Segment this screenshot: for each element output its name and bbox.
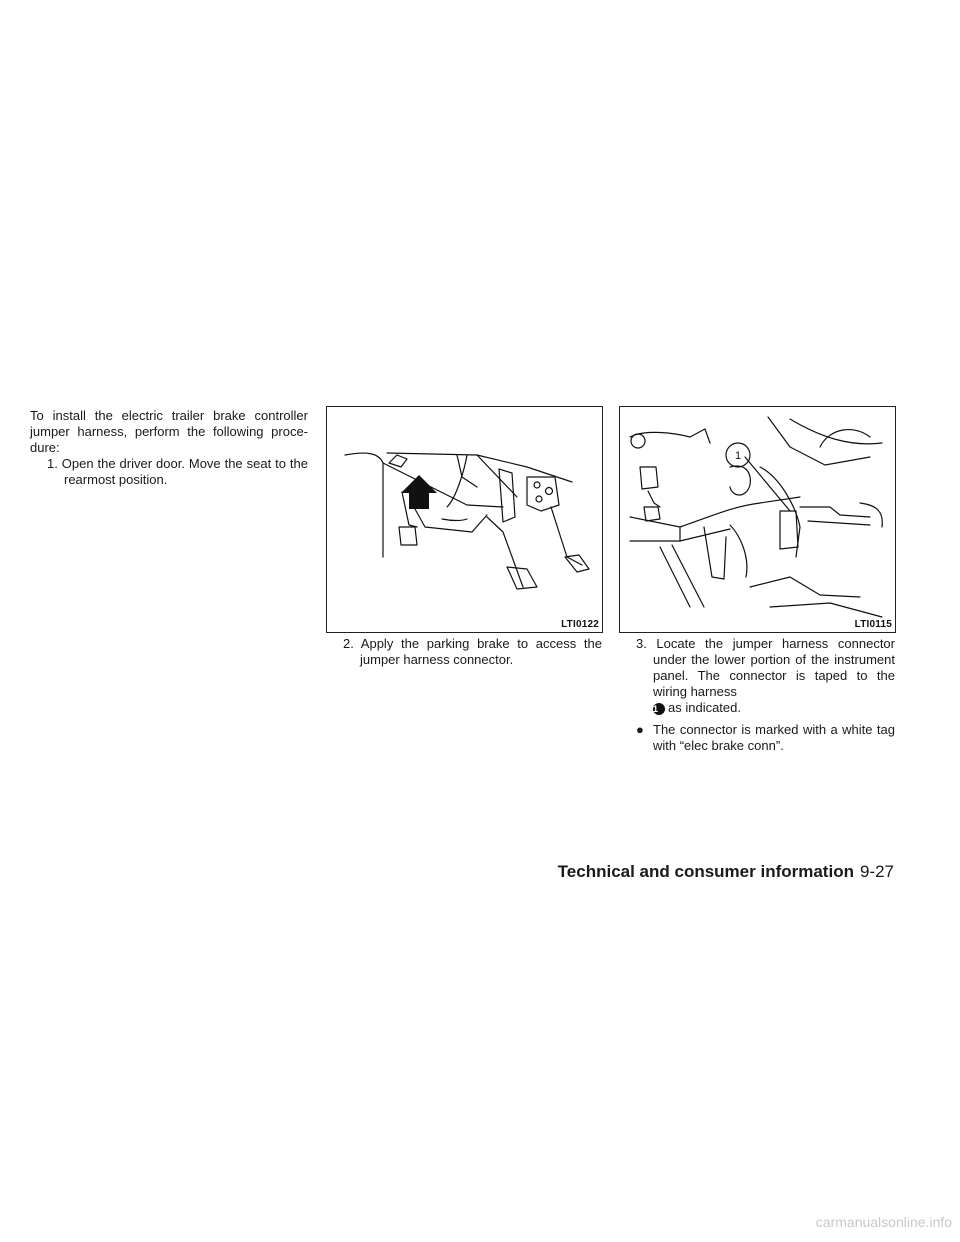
page-number: 9-27 bbox=[859, 862, 894, 881]
figure-code: LTI0115 bbox=[854, 619, 892, 630]
step-3 bbox=[619, 636, 895, 716]
figure-harness-connector bbox=[619, 406, 896, 633]
step-3-text: 3. Locate the jumper harness connector under the lower portion of the instrument panel. The connector is taped to the wiring harness bbox=[636, 636, 895, 699]
bullet-text: The connector is marked with a white tag with “elec brake conn”. bbox=[653, 722, 895, 753]
left-column bbox=[30, 408, 308, 488]
right-column bbox=[619, 636, 895, 767]
step-2: 2. Apply the parking brake to access the jumper harness connector. bbox=[343, 636, 602, 667]
callout-1: 1 bbox=[734, 450, 742, 462]
section-title: Technical and consumer information bbox=[557, 862, 854, 881]
pedal-illustration bbox=[327, 407, 602, 632]
intro-paragraph: To install the electric trailer brake controller jumper harness, perform the following proce- dure: bbox=[30, 408, 308, 455]
callout-1-badge: 1 bbox=[653, 703, 665, 715]
middle-column bbox=[326, 636, 602, 668]
bullet-item bbox=[619, 722, 895, 754]
step-1: 1. Open the driver door. Move the seat to the rearmost position. bbox=[47, 456, 308, 487]
page-footer bbox=[558, 862, 894, 882]
arrow-up-icon bbox=[401, 475, 437, 509]
figure-pedal-area bbox=[326, 406, 603, 633]
figure-code: LTI0122 bbox=[561, 619, 599, 630]
bullet-icon: ● bbox=[636, 722, 644, 737]
watermark: carmanualsonline.info bbox=[815, 1214, 952, 1230]
step-3-tail: as indicated. bbox=[668, 700, 741, 715]
harness-illustration bbox=[620, 407, 895, 632]
